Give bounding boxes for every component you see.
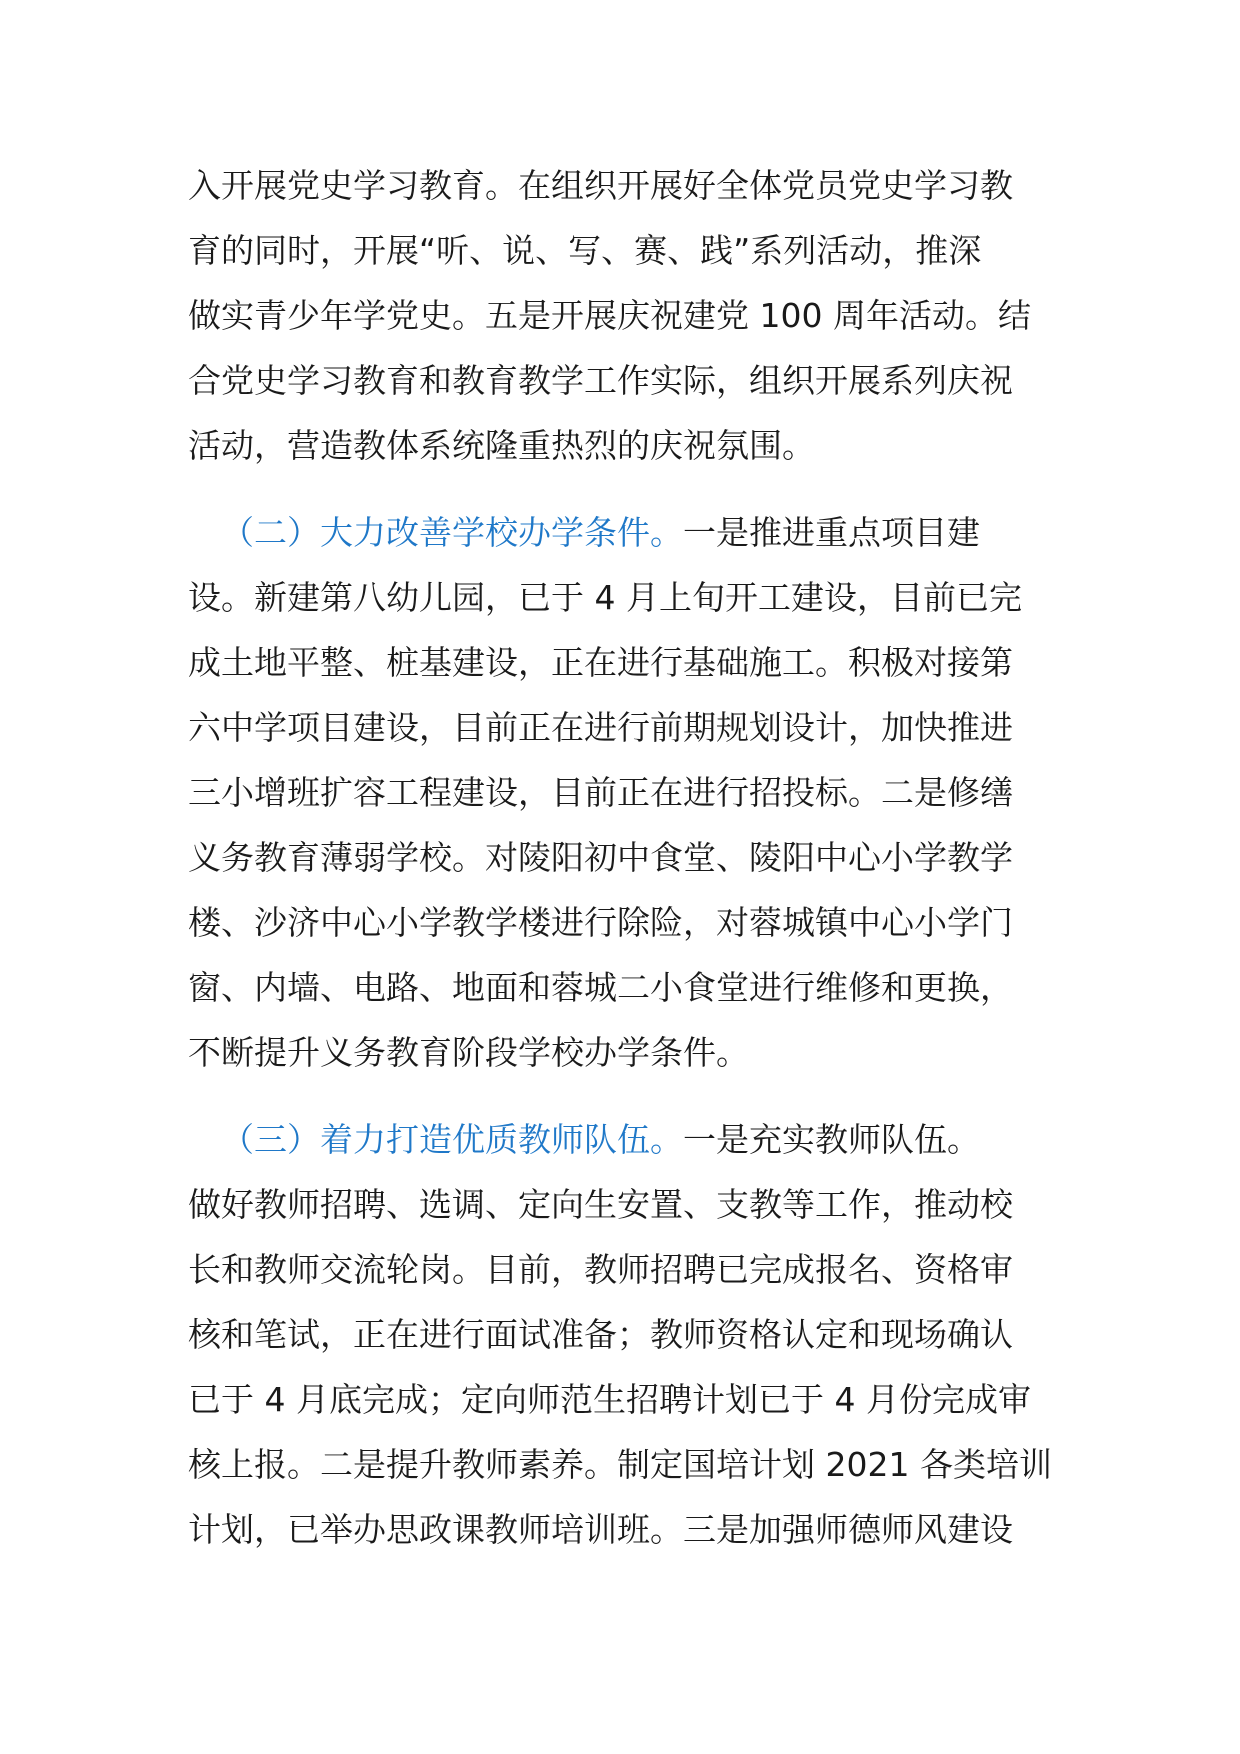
document-body [188,153,1058,1562]
section-heading-3: （三）着力打造优质教师队伍。 [221,1120,683,1159]
paragraph-2 [188,500,1058,1085]
paragraph-2-text: 一是推进重点项目建 设。新建第八幼儿园，已于 4 月上旬开工建设，目前已完 成土地平整、桩基建设，正在进行基础施工。积极对接第 六中学项目建设，目前正在进行前期规划设计，加快推进 三小增班扩容工程建设，目前正在进行招投标。二是修缮 义务教育薄弱学校。对陵阳初中食堂、陵阳中心小学教学 楼、沙济中心小学教学楼进行除险，对蓉城镇中心小学门 窗、内墙、电路、地面和蓉城二小食堂进行维修和更换， 不断提升义务教育阶段学校办学条件。 [188,513,1022,1072]
paragraph-3 [188,1107,1058,1562]
section-heading-2: （二）大力改善学校办学条件。 [221,513,683,552]
paragraph-spacer [188,1085,1058,1107]
paragraph-1 [188,153,1058,478]
paragraph-1-text: 入开展党史学习教育。在组织开展好全体党员党史学习教 育的同时，开展“听、说、写、赛、践”系列活动，推深 做实青少年学党史。五是开展庆祝建党 100 周年活动。结 合党史学习教育和教育教学工作实际，组织开展系列庆祝 活动，营造教体系统隆重热烈的庆祝氛围。 [188,166,1031,465]
paragraph-3-text: 一是充实教师队伍。 做好教师招聘、选调、定向生安置、支教等工作，推动校 长和教师交流轮岗。目前，教师招聘已完成报名、资格审 核和笔试，正在进行面试准备；教师资格认定和现场确认 已于 4 月底完成；定向师范生招聘计划已于 4 月份完成审 核上报。二是提升教师素养。制定国培计划 2021 各类培训 计划，已举办思政课教师培训班。三是加强师德师风建设 [188,1120,1052,1549]
paragraph-spacer [188,478,1058,500]
